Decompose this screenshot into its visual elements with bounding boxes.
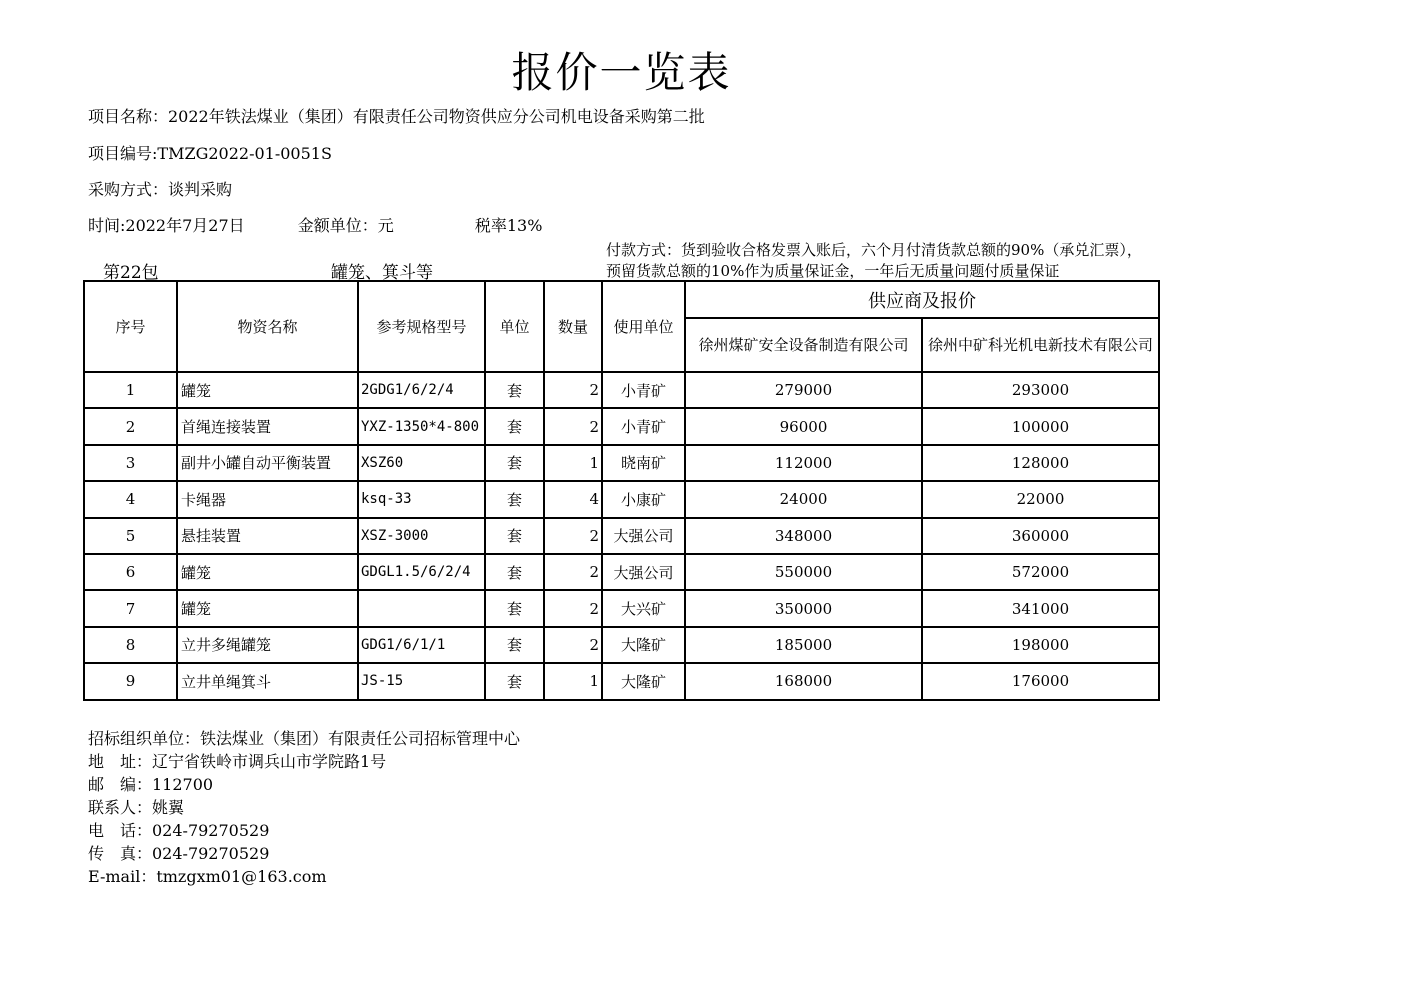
package-number: 第22包	[103, 263, 159, 283]
cell-name: 罐笼	[177, 590, 358, 626]
cell-spec: GDG1/6/1/1	[358, 627, 485, 663]
cell-spec	[358, 590, 485, 626]
cell-name: 悬挂装置	[177, 518, 358, 554]
cell-unit: 套	[485, 554, 544, 590]
cell-qty: 2	[544, 554, 602, 590]
cell-no: 9	[84, 663, 177, 699]
tax-rate: 税率13%	[474, 216, 543, 235]
cell-spec: XSZ-3000	[358, 518, 485, 554]
cell-unit: 套	[485, 481, 544, 517]
table-row	[84, 372, 1159, 408]
cell-qty: 2	[544, 408, 602, 444]
cell-price-supplier-2: 176000	[922, 663, 1159, 699]
cell-no: 7	[84, 590, 177, 626]
cell-spec: JS-15	[358, 663, 485, 699]
cell-price-supplier-1: 550000	[685, 554, 922, 590]
cell-unit: 套	[485, 372, 544, 408]
footer-address: 地 址：辽宁省铁岭市调兵山市学院路1号	[88, 752, 387, 771]
cell-name: 卡绳器	[177, 481, 358, 517]
date: 时间:2022年7月27日	[88, 216, 245, 235]
cell-no: 1	[84, 372, 177, 408]
cell-price-supplier-2: 293000	[922, 372, 1159, 408]
table-row	[84, 663, 1159, 699]
table-row	[84, 627, 1159, 663]
cell-user: 大隆矿	[602, 663, 685, 699]
cell-price-supplier-2: 128000	[922, 445, 1159, 481]
cell-spec: ksq-33	[358, 481, 485, 517]
cell-price-supplier-1: 350000	[685, 590, 922, 626]
cell-user: 小青矿	[602, 408, 685, 444]
header-suppliers: 供应商及报价	[685, 281, 1159, 318]
project-code: 项目编号:TMZG2022-01-0051S	[88, 144, 332, 163]
cell-no: 4	[84, 481, 177, 517]
header-qty: 数量	[544, 281, 602, 372]
cell-name: 罐笼	[177, 372, 358, 408]
cell-qty: 2	[544, 372, 602, 408]
cell-user: 晓南矿	[602, 445, 685, 481]
cell-user: 小康矿	[602, 481, 685, 517]
cell-spec: 2GDG1/6/2/4	[358, 372, 485, 408]
cell-user: 大强公司	[602, 518, 685, 554]
cell-qty: 1	[544, 663, 602, 699]
header-no: 序号	[84, 281, 177, 372]
currency-unit: 金额单位：元	[297, 216, 394, 235]
cell-no: 2	[84, 408, 177, 444]
footer-fax: 传 真：024-79270529	[88, 844, 270, 863]
footer-contact	[88, 727, 520, 888]
cell-spec: XSZ60	[358, 445, 485, 481]
header-unit: 单位	[485, 281, 544, 372]
cell-spec: YXZ-1350*4-800	[358, 408, 485, 444]
cell-price-supplier-1: 279000	[685, 372, 922, 408]
cell-price-supplier-1: 112000	[685, 445, 922, 481]
cell-name: 副井小罐自动平衡装置	[177, 445, 358, 481]
cell-price-supplier-2: 360000	[922, 518, 1159, 554]
cell-price-supplier-2: 22000	[922, 481, 1159, 517]
header-user: 使用单位	[602, 281, 685, 372]
table-row	[84, 481, 1159, 517]
cell-no: 8	[84, 627, 177, 663]
cell-no: 5	[84, 518, 177, 554]
footer-postcode: 邮 编：112700	[88, 775, 214, 794]
cell-name: 立井多绳罐笼	[177, 627, 358, 663]
purchase-method: 采购方式：谈判采购	[88, 180, 233, 199]
cell-price-supplier-2: 572000	[922, 554, 1159, 590]
cell-user: 大隆矿	[602, 627, 685, 663]
table-row	[84, 554, 1159, 590]
header-name: 物资名称	[177, 281, 358, 372]
table-body	[84, 372, 1159, 700]
table-row	[84, 445, 1159, 481]
payment-terms: 付款方式：货到验收合格发票入账后，六个月付清货款总额的90%（承兑汇票），预留货款总额的10%作为质量保证金，一年后无质量问题付质量保证	[606, 241, 1142, 280]
cell-name: 罐笼	[177, 554, 358, 590]
cell-name: 立井单绳箕斗	[177, 663, 358, 699]
footer-phone: 电 话：024-79270529	[88, 821, 270, 840]
footer-email: E-mail：tmzgxm01@163.com	[88, 867, 327, 886]
footer-org: 招标组织单位：铁法煤业（集团）有限责任公司招标管理中心	[88, 729, 521, 748]
table-row	[84, 590, 1159, 626]
cell-qty: 2	[544, 518, 602, 554]
cell-no: 3	[84, 445, 177, 481]
cell-user: 大兴矿	[602, 590, 685, 626]
cell-price-supplier-1: 96000	[685, 408, 922, 444]
cell-user: 大强公司	[602, 554, 685, 590]
cell-unit: 套	[485, 408, 544, 444]
meta-line	[88, 213, 542, 236]
cell-price-supplier-2: 100000	[922, 408, 1159, 444]
cell-no: 6	[84, 554, 177, 590]
page-title: 报价一览表	[511, 48, 732, 97]
cell-price-supplier-1: 24000	[685, 481, 922, 517]
cell-spec: GDGL1.5/6/2/4	[358, 554, 485, 590]
header-supplier-1: 徐州煤矿安全设备制造有限公司	[685, 318, 922, 372]
footer-contact-person: 联系人：姚翼	[88, 798, 185, 817]
header-supplier-2: 徐州中矿科光机电新技术有限公司	[922, 318, 1159, 372]
cell-unit: 套	[485, 663, 544, 699]
cell-price-supplier-2: 341000	[922, 590, 1159, 626]
cell-price-supplier-1: 348000	[685, 518, 922, 554]
cell-qty: 2	[544, 590, 602, 626]
cell-qty: 2	[544, 627, 602, 663]
cell-unit: 套	[485, 518, 544, 554]
cell-price-supplier-1: 168000	[685, 663, 922, 699]
cell-unit: 套	[485, 445, 544, 481]
cell-user: 小青矿	[602, 372, 685, 408]
header-row	[84, 281, 1159, 318]
cell-unit: 套	[485, 590, 544, 626]
cell-qty: 4	[544, 481, 602, 517]
cell-unit: 套	[485, 627, 544, 663]
cell-price-supplier-1: 185000	[685, 627, 922, 663]
table-row	[84, 518, 1159, 554]
table-row	[84, 408, 1159, 444]
cell-price-supplier-2: 198000	[922, 627, 1159, 663]
cell-qty: 1	[544, 445, 602, 481]
package-items: 罐笼、箕斗等	[331, 263, 433, 283]
quote-table	[83, 280, 1160, 701]
header-spec: 参考规格型号	[358, 281, 485, 372]
project-name: 项目名称：2022年铁法煤业（集团）有限责任公司物资供应分公司机电设备采购第二批	[88, 107, 705, 126]
cell-name: 首绳连接装置	[177, 408, 358, 444]
